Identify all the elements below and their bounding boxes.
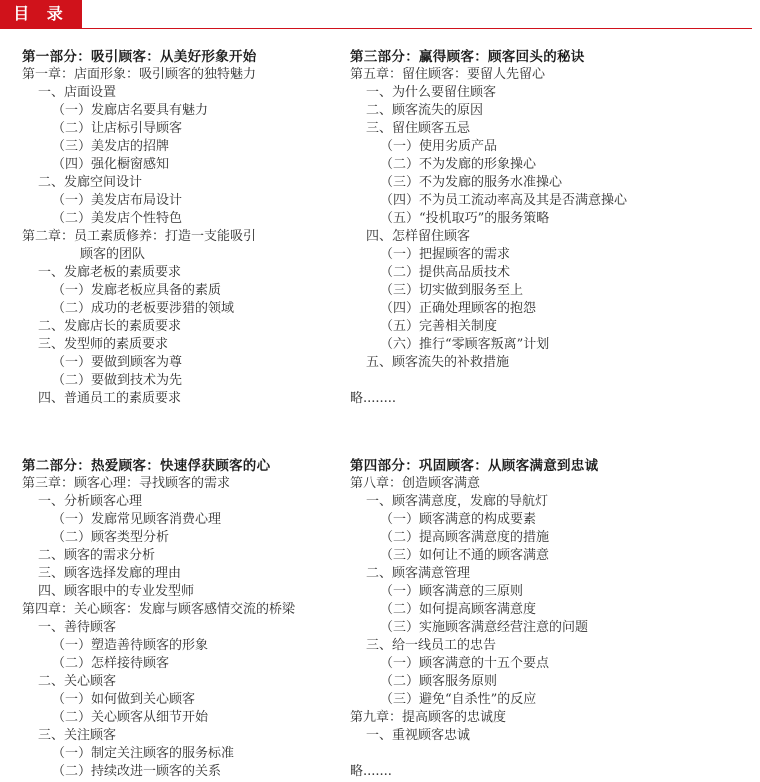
toc-chapter-entry: 第二章：员工素质修养：打造一支能吸引	[22, 229, 257, 244]
toc-entry: （一）要做到顾客为尊	[52, 355, 183, 370]
toc-entry: 四、怎样留住顾客	[366, 229, 471, 244]
toc-entry: 二、发廊店长的素质要求	[38, 319, 182, 334]
toc-entry: 顾客的团队	[80, 247, 146, 262]
toc-chapter-entry: 第一章：店面形象：吸引顾客的独特魅力	[22, 67, 257, 82]
toc-section-part-1	[22, 48, 392, 408]
toc-entry: 二、顾客满意管理	[366, 566, 471, 581]
toc-entry: （一）顾客满意的三原则	[380, 584, 524, 599]
toc-entry: （二）不为发廊的形象操心	[380, 157, 537, 172]
toc-entry: （三）避免“自杀性”的反应	[380, 692, 537, 707]
toc-entry: （五）“投机取巧”的服务策略	[380, 211, 550, 226]
toc-section-part-4	[350, 457, 720, 781]
toc-list	[22, 66, 392, 408]
toc-entry: 四、顾客眼中的专业发型师	[38, 584, 195, 599]
toc-entry: （三）不为发廊的服务水准操心	[380, 175, 563, 190]
toc-entry: 三、给一线员工的忠告	[366, 638, 497, 653]
toc-entry: （三）实施顾客满意经营注意的问题	[380, 620, 589, 635]
toc-entry: （一）把握顾客的需求	[380, 247, 511, 262]
toc-entry: 二、发廊空间设计	[38, 175, 143, 190]
toc-entry: 一、店面设置	[38, 85, 117, 100]
toc-chapter-entry: 第八章：创造顾客满意	[350, 476, 481, 491]
toc-entry: （二）怎样接待顾客	[52, 656, 170, 671]
toc-entry: 二、顾客流失的原因	[366, 103, 484, 118]
toc-entry: 二、顾客的需求分析	[38, 548, 156, 563]
toc-entry: 略.......	[350, 764, 392, 779]
toc-entry: （二）成功的老板要涉猎的领域	[52, 301, 235, 316]
toc-entry: 三、顾客选择发廊的理由	[38, 566, 182, 581]
toc-entry: 三、留住顾客五忌	[366, 121, 471, 136]
section-title: 第四部分：巩固顾客：从顾客满意到忠诚	[350, 458, 599, 474]
toc-entry: （一）发廊常见顾客消费心理	[52, 512, 222, 527]
toc-entry: （二）提高顾客满意度的措施	[380, 530, 550, 545]
toc-chapter-entry: 第四章：关心顾客：发廊与顾客感情交流的桥梁	[22, 602, 296, 617]
toc-entry: （一）美发店布局设计	[52, 193, 183, 208]
toc-entry: （四）强化橱窗感知	[52, 157, 170, 172]
toc-chapter-entry: 第三章：顾客心理：寻找顾客的需求	[22, 476, 231, 491]
toc-entry: （三）如何让不通的顾客满意	[380, 548, 550, 563]
toc-entry: （一）制定关注顾客的服务标准	[52, 746, 235, 761]
toc-entry: （四）不为员工流动率高及其是否满意操心	[380, 193, 628, 208]
toc-entry: （二）顾客类型分析	[52, 530, 170, 545]
toc-entry: 一、重视顾客忠诚	[366, 728, 471, 743]
toc-list	[350, 66, 720, 408]
toc-entry: （二）关心顾客从细节开始	[52, 710, 209, 725]
toc-header-title: 目 录	[13, 4, 69, 23]
toc-entry: 一、分析顾客心理	[38, 494, 143, 509]
toc-entry: （三）美发店的招牌	[52, 139, 170, 154]
toc-spacer	[350, 372, 720, 390]
toc-section-part-3	[350, 48, 720, 408]
toc-spacer	[350, 745, 720, 763]
toc-entry: 四、普通员工的素质要求	[38, 391, 182, 406]
toc-chapter-entry: 第五章：留住顾客：要留人先留心	[350, 67, 546, 82]
toc-entry: 五、顾客流失的补救措施	[366, 355, 510, 370]
toc-entry: （一）顾客满意的十五个要点	[380, 656, 550, 671]
header-divider	[0, 28, 752, 29]
toc-entry: （一）顾客满意的构成要素	[380, 512, 537, 527]
toc-list	[350, 475, 720, 781]
toc-entry: 略........	[350, 391, 397, 406]
toc-section-part-2	[22, 457, 392, 781]
toc-entry: （一）如何做到关心顾客	[52, 692, 196, 707]
section-title: 第二部分：热爱顾客：快速俘获顾客的心	[22, 458, 271, 474]
section-title: 第一部分：吸引顾客：从美好形象开始	[22, 49, 257, 65]
toc-entry: 三、发型师的素质要求	[38, 337, 169, 352]
toc-entry: （四）正确处理顾客的抱怨	[380, 301, 537, 316]
toc-entry: （三）切实做到服务至上	[380, 283, 524, 298]
toc-entry: （二）提供高品质技术	[380, 265, 511, 280]
toc-entry: 一、顾客满意度，发廊的导航灯	[366, 494, 549, 509]
toc-entry: （二）美发店个性特色	[52, 211, 183, 226]
toc-entry: （一）发廊店名要具有魅力	[52, 103, 209, 118]
toc-entry: 一、善待顾客	[38, 620, 117, 635]
toc-entry: 三、关注顾客	[38, 728, 117, 743]
toc-entry: （二）持续改进一顾客的关系	[52, 764, 222, 779]
toc-entry: （一）使用劣质产品	[380, 139, 498, 154]
section-title: 第三部分：赢得顾客：顾客回头的秘诀	[350, 49, 585, 65]
toc-entry: （五）完善相关制度	[380, 319, 498, 334]
toc-entry: （六）推行“零顾客叛离”计划	[380, 337, 550, 352]
toc-entry: （二）顾客服务原则	[380, 674, 498, 689]
toc-list	[22, 475, 392, 781]
toc-entry: （一）塑造善待顾客的形象	[52, 638, 209, 653]
toc-entry: （二）要做到技术为先	[52, 373, 183, 388]
toc-entry: 二、关心顾客	[38, 674, 117, 689]
toc-entry: （二）让店标引导顾客	[52, 121, 183, 136]
toc-entry: （二）如何提高顾客满意度	[380, 602, 537, 617]
toc-chapter-entry: 第九章：提高顾客的忠诚度	[350, 710, 507, 725]
toc-entry: 一、发廊老板的素质要求	[38, 265, 182, 280]
toc-entry: 一、为什么要留住顾客	[366, 85, 497, 100]
toc-entry: （一）发廊老板应具备的素质	[52, 283, 222, 298]
